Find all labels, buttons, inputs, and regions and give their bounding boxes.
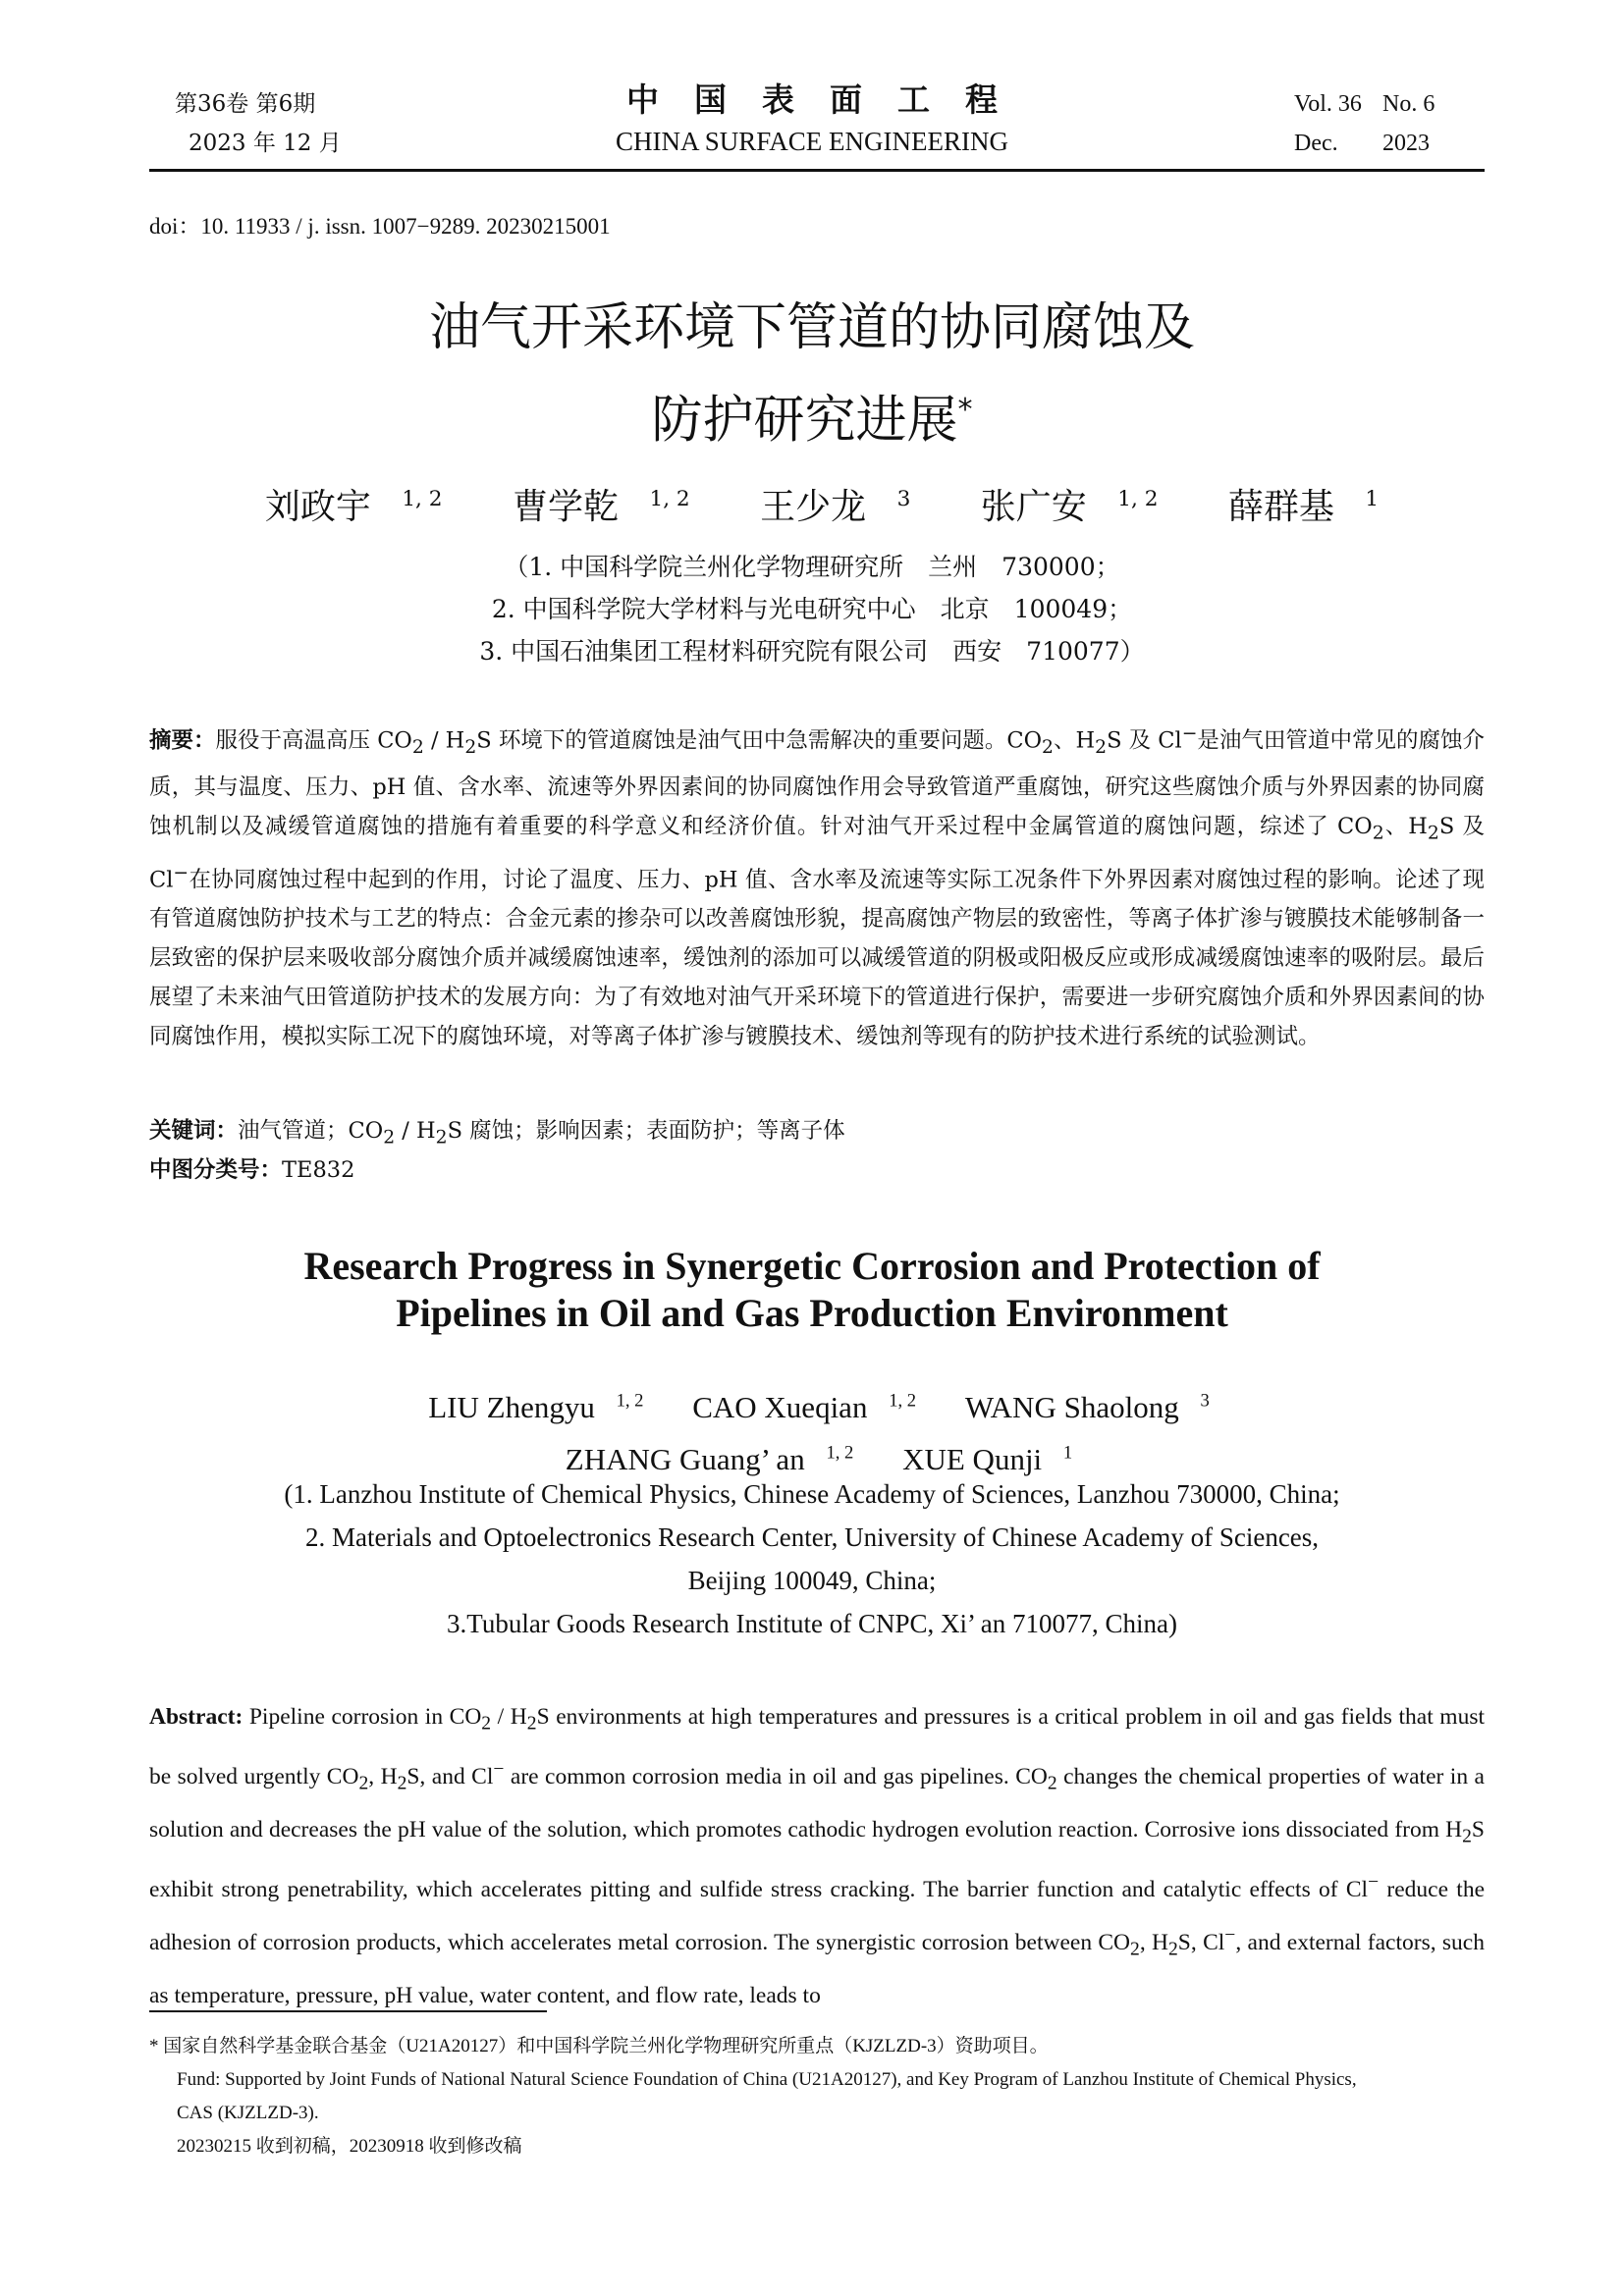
affiliation-en: 2. Materials and Optoelectronics Research Center, University of Chinese Academy of Sciences, — [304, 1522, 1320, 1552]
journal-name-zh: 中国表面工程 — [626, 80, 1033, 119]
affiliation-en: 3.Tubular Goods Research Institute of CNPC, Xi’ an 710077, China) — [447, 1609, 1177, 1638]
footnote — [149, 2030, 1485, 2163]
author-en: WANG Shaolong $^3$ — [964, 1390, 1210, 1425]
author-zh: 刘政宇 $^{1, 2}$ — [264, 487, 443, 527]
title-zh — [0, 287, 1624, 461]
author-en: LIU Zhengyu $^{1, 2}$ — [428, 1390, 644, 1425]
affiliations-en — [0, 1472, 1624, 1645]
header-volume-zh: 第36卷 第6期 — [175, 91, 316, 117]
author-zh: 张广安 $^{1, 2}$ — [980, 487, 1159, 527]
title-zh-line1: 油气开采环境下管道的协同腐蚀及 — [428, 298, 1195, 357]
abstract-zh: 摘要：服役于高温高压 $CO_2 / H_2S$ 环境下的管道腐蚀是油气田中急需解决的重要问题。$CO_2$、$H_2S$ 及 Cl−是油气田管道中常见的腐蚀介质，其与温度、压力、pH 值、含水率、流速等外界因素间的协同腐蚀作用会导致管道严重腐蚀，研究这些腐蚀介质与外界因素的协同腐蚀机制以及减缓管道腐蚀的措施有着重要的科学意义和经济价值。针对油气开采过程中金属管道的腐蚀问题，综述了 $CO_2$、$H_2S$ 及 Cl−在协同腐蚀过程中起到的作用，讨论了温度、压力、pH 值、含水率及流速等实际工况条件下外界因素对腐蚀过程的影响。论述了现有管道腐蚀防护技术与工艺的特点：合金元素的掺杂可以改善腐蚀形貌，提高腐蚀产物层的致密性，等离子体扩渗与镀膜技术能够制备一层致密的保护层来吸收部分腐蚀介质并减缓腐蚀速率，缓蚀剂的添加可以减缓管道的阴极或阳极反应或形成减缓腐蚀速率的吸附层。最后展望了未来油气田管道防护技术的发展方向：为了有效地对油气开采环境下的管道进行保护，需要进一步研究腐蚀介质和外界因素间的协同腐蚀作用，模拟实际工况下的腐蚀环境，对等离子体扩渗与镀膜技术、缓蚀剂等现有的防护技术进行系统的试验测试。 — [149, 723, 1485, 1049]
affiliation-zh: （1. 中国科学院兰州化学物理研究所 兰州 730000； — [504, 553, 1120, 581]
abstract-en: Abstract: Pipeline corrosion in $CO_2 / H_2S$ environments at high temperatures and pressures is a critical problem in oil and gas fields that must be solved urgently $CO_2$, $H_2S$, and Cl− are common corrosion media in oil and gas pipelines. $CO_2$ changes the chemical properties of water in a solution and decreases the pH value of the solution, which promotes cathodic hydrogen evolution reaction. Corrosive ions dissociated from $H_2S$ exhibit strong penetrability, which accelerates pitting and sulfide stress cracking. The barrier function and catalytic effects of Cl− reduce the adhesion of corrosion products, which accelerates metal corrosion. The synergistic corrosion between $CO_2$, $H_2S$, Cl−, and external factors, such as temperature, pressure, pH value, water content, and flow rate, leads to — [149, 1704, 1486, 2008]
abstract-zh-label: 摘要： — [149, 727, 216, 754]
header-issue-info-en — [1294, 84, 1435, 163]
author-zh: 曹学乾 $^{1, 2}$ — [512, 487, 690, 527]
author-en: CAO Xueqian $^{1, 2}$ — [692, 1390, 917, 1425]
header-month: Dec. — [1294, 131, 1338, 156]
header-divider — [149, 169, 1485, 172]
clc-number — [149, 1150, 1485, 1190]
affiliation-en: Beijing 100049, China; — [687, 1566, 937, 1595]
header-journal — [491, 79, 1133, 161]
abstract-en-label: Abstract: — [149, 1704, 244, 1730]
clc-label: 中图分类号： — [149, 1157, 283, 1183]
author-en: XUE Qunji $^1$ — [902, 1441, 1073, 1476]
footnote-fund-zh: * 国家自然科学基金联合基金（U21A20127）和中国科学院兰州化学物理研究所重点（KJZLZD-3）资助项目。 — [149, 2036, 1049, 2056]
footnote-fund-en: Fund: Supported by Joint Funds of National Natural Science Foundation of China (U21A20127), and Key Program of Lanzhou Institute of Chemical Physics, — [177, 2069, 1357, 2090]
keywords-zh-label: 关键词： — [149, 1118, 239, 1144]
title-footnote-mark: * — [957, 393, 973, 427]
title-en — [0, 1243, 1624, 1337]
keywords-zh: 关键词：油气管道；$CO_2 / H_2S$ 腐蚀；影响因素；表面防护；等离子体 — [149, 1118, 845, 1148]
footnote-received-dates: 20230215 收到初稿，20230918 收到修改稿 — [177, 2136, 522, 2157]
journal-name-en: CHINA SURFACE ENGINEERING — [615, 127, 1008, 156]
footnote-fund-en-cont: CAS (KJZLZD-3). — [177, 2103, 319, 2123]
title-zh-line2: 防护研究进展 — [651, 391, 958, 451]
clc-value: TE832 — [282, 1157, 355, 1183]
doi: doi：10. 11933 / j. issn. 1007−9289. 20230215001 — [149, 214, 611, 239]
title-en-line1: Research Progress in Synergetic Corrosion and Protection of — [303, 1244, 1321, 1288]
author-en: ZHANG Guang’ an $^{1, 2}$ — [565, 1441, 854, 1476]
footnote-divider — [149, 2010, 547, 2012]
header-year: 2023 — [1382, 131, 1430, 156]
author-zh: 王少龙 $^3$ — [760, 487, 911, 527]
header-vol: Vol. 36 — [1294, 91, 1362, 117]
header-issue-info — [175, 84, 342, 163]
header-no: No. 6 — [1382, 91, 1435, 117]
authors-zh — [0, 479, 1624, 529]
author-zh: 薛群基 $^1$ — [1227, 487, 1380, 527]
header-date-zh: 2023 年 12 月 — [189, 131, 342, 156]
affiliation-zh: 2. 中国科学院大学材料与光电研究中心 北京 100049； — [491, 595, 1133, 623]
affiliations-zh — [0, 546, 1624, 672]
title-en-line2: Pipelines in Oil and Gas Production Environment — [396, 1291, 1228, 1335]
affiliation-zh: 3. 中国石油集团工程材料研究院有限公司 西安 710077） — [479, 637, 1145, 666]
authors-en — [0, 1379, 1624, 1482]
affiliation-en: (1. Lanzhou Institute of Chemical Physics, Chinese Academy of Sciences, Lanzhou 730000, China; — [284, 1479, 1340, 1509]
